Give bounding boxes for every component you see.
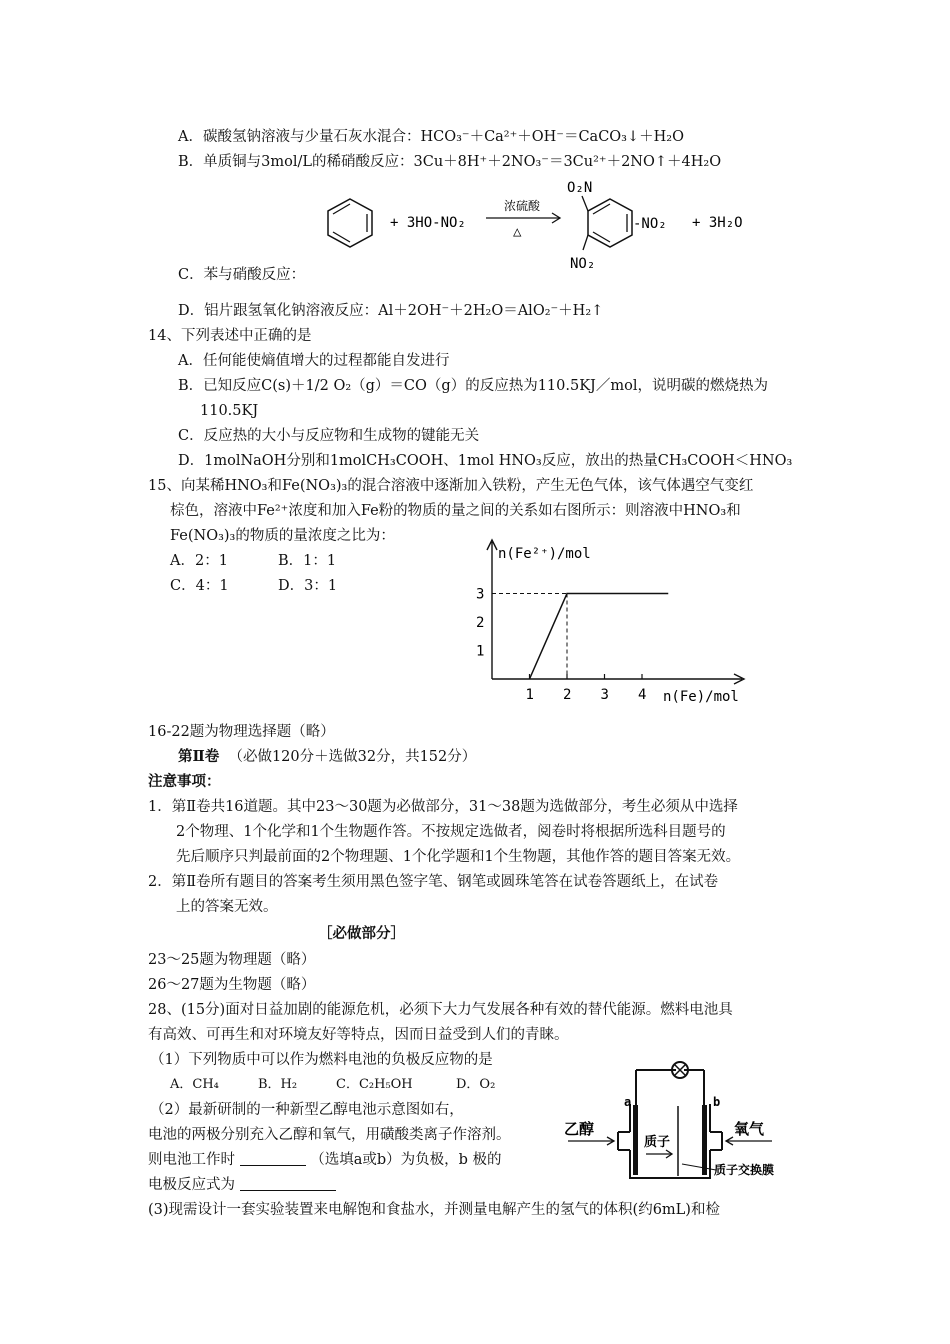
trinitro-ring: [588, 199, 632, 247]
heat-symbol: △: [513, 224, 522, 240]
substituent-top: O₂N: [567, 180, 593, 196]
q15-stem-1: 15、向某稀HNO₃和Fe(NO₃)₃的混合溶液中逐渐加入铁粉，产生无色气体，该气体遇空气变红: [148, 478, 754, 494]
proton-label: 质子: [644, 1135, 671, 1150]
electrode-b-label: b: [713, 1095, 721, 1109]
fe-chart: [460, 532, 760, 712]
q15-option-c: C．4：1: [170, 578, 229, 594]
y-tick-label-1: 1: [476, 643, 485, 660]
q14-option-c: C．反应热的大小与反应物和生成物的键能无关: [178, 428, 480, 444]
notice-1-line-3: 先后顺序只判最前面的2个物理题、1个化学题和1个生物题，其他作答的题目答案无效。: [176, 849, 741, 865]
membrane-label: 质子交换膜: [714, 1163, 775, 1177]
part2-note: （必做120分＋选做32分，共152分）: [228, 749, 477, 765]
electrode-a: [633, 1105, 638, 1175]
q14-option-d: D．1molNaOH分别和1molCH₃COOH、1mol HNO₃反应，放出的热量CH₃COOH＜HNO₃: [178, 453, 793, 469]
q15-option-d: D．3：1: [278, 578, 338, 594]
q13-option-b: B．单质铜与3mol/L的稀硝酸反应：3Cu＋8H⁺＋2NO₃⁻＝3Cu²⁺＋2NO↑＋4H₂O: [178, 154, 722, 170]
series-line-0: [530, 594, 669, 680]
q28-part-2-line-2: 电池的两极分别充入乙醇和氧气，用磺酸类离子作溶剂。: [148, 1127, 511, 1143]
negative-electrode-blank[interactable]: [240, 1151, 306, 1166]
q28-part-1-option-d: D．O₂: [456, 1077, 496, 1092]
substituent-bottom: NO₂: [570, 256, 596, 272]
q28-stem-1: 28、(15分)面对日益加剧的能源危机，必须下大力气发展各种有效的替代能源。燃料电池具: [148, 1002, 733, 1018]
y-tick-label-3: 3: [476, 586, 485, 603]
notice-2-line-2: 上的答案无效。: [176, 899, 278, 915]
electrode-b: [702, 1105, 707, 1175]
q28-part-1-option-c: C．C₂H₅OH: [336, 1077, 413, 1092]
q28-part-2-equation-label: 电极反应式为: [148, 1177, 235, 1193]
ethanol-label: 乙醇: [564, 1120, 595, 1138]
benzene-ring: [328, 199, 372, 247]
x-tick-label-2: 2: [563, 687, 572, 703]
q14-option-b: B．已知反应C(s)＋1/2 O₂（g）＝CO（g）的反应热为110.5KJ／mol，说明碳的燃烧热为: [178, 378, 768, 394]
q28-part-2-line-1: （2）最新研制的一种新型乙醇电池示意图如右，: [150, 1102, 464, 1118]
q28-part-3: (3)现需设计一套实验装置来电解饱和食盐水，并测量电解产生的氢气的体积(约6mL)和检: [148, 1202, 720, 1218]
x-axis-label: n(Fe)/mol: [663, 689, 739, 705]
q28-part-2-line-4: [148, 1175, 336, 1195]
oxygen-label: 氧气: [734, 1120, 765, 1138]
notice-heading: 注意事项：: [148, 773, 221, 790]
x-tick-label-4: 4: [638, 687, 647, 703]
electrode-a-label: a: [624, 1095, 632, 1109]
part2-title: 第Ⅱ卷: [178, 748, 220, 765]
q28-part-2-line-3: [148, 1150, 502, 1170]
q28-stem-2: 有高效、可再生和对环境友好等特点，因而日益受到人们的青睐。: [148, 1027, 569, 1043]
q28-part-2-post: （选填a或b）为负极，b 极的: [310, 1152, 502, 1168]
nitration-reaction-diagram: [320, 178, 760, 278]
substituent-right: -NO₂: [633, 216, 667, 232]
physics-23-25-note: 23～25题为物理题（略）: [148, 952, 316, 968]
q13-option-d: D．铝片跟氢氧化钠溶液反应：Al＋2OH⁻＋2H₂O＝AlO₂⁻＋H₂↑: [178, 303, 604, 319]
catalyst-text: 浓硫酸: [504, 199, 541, 213]
q13-option-a: A．碳酸氢钠溶液与少量石灰水混合：HCO₃⁻＋Ca²⁺＋OH⁻＝CaCO₃↓＋H₂O: [178, 129, 684, 145]
part2-heading: [178, 747, 476, 767]
notice-1-line-1: 1．第Ⅱ卷共16道题。其中23～30题为必做部分，31～38题为选做部分，考生必须从中选择: [148, 799, 738, 815]
q13-option-c: C．苯与硝酸反应：: [178, 267, 306, 283]
notice-1-line-2: 2个物理、1个化学和1个生物题作答。不按规定选做者，阅卷时将根据所选科目题号的: [176, 824, 726, 840]
y-tick-label-2: 2: [476, 615, 485, 631]
q28-part-2-pre: 则电池工作时: [148, 1152, 235, 1168]
q15-stem-3: Fe(NO₃)₃的物质的量浓度之比为：: [170, 528, 395, 544]
q15-stem-2: 棕色，溶液中Fe²⁺浓度和加入Fe粉的物质的量之间的关系如右图所示：则溶液中HNO₃和: [170, 503, 741, 519]
byproduct-text: + 3H₂O: [692, 215, 743, 231]
required-section-title: ［必做部分］: [318, 925, 405, 942]
q14-option-a: A．任何能使熵值增大的过程都能自发进行: [178, 353, 450, 369]
biology-26-27-note: 26～27题为生物题（略）: [148, 977, 316, 993]
q14-option-b-cont: 110.5KJ: [200, 403, 259, 419]
ethanol-fuel-cell-diagram: [560, 1050, 790, 1190]
x-tick-label-1: 1: [525, 687, 534, 703]
q28-part-1-option-b: B．H₂: [258, 1077, 298, 1092]
reagent-text: + 3HO-NO₂: [390, 215, 466, 231]
physics-omitted-note: 16-22题为物理选择题（略）: [148, 724, 335, 740]
electrode-reaction-blank[interactable]: [240, 1176, 336, 1191]
q28-part-1-option-a: A．CH₄: [170, 1077, 219, 1092]
q15-option-b: B．1：1: [278, 553, 337, 569]
x-tick-label-3: 3: [600, 687, 609, 703]
y-axis-label: n(Fe²⁺)/mol: [498, 546, 591, 562]
q14-stem: 14、下列表述中正确的是: [148, 328, 312, 344]
q28-part-1: （1）下列物质中可以作为燃料电池的负极反应物的是: [150, 1052, 493, 1068]
notice-2-line-1: 2．第Ⅱ卷所有题目的答案考生须用黑色签字笔、钢笔或圆珠笔答在试卷答题纸上，在试卷: [148, 874, 719, 890]
q15-option-a: A．2：1: [170, 553, 228, 569]
